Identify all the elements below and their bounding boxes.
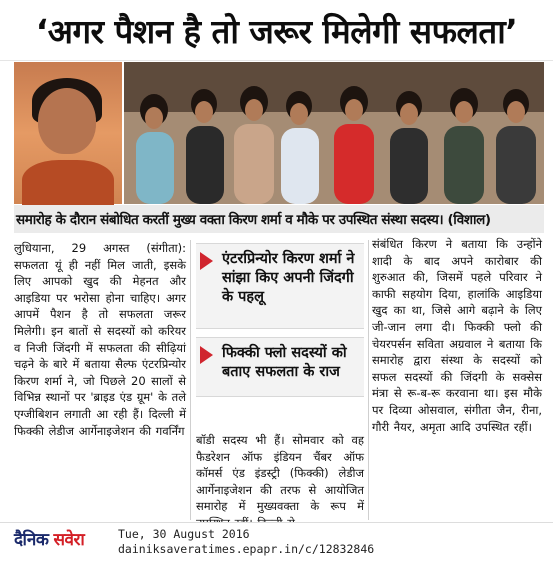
article-column-3-text: संबंधित किरण ने बताया कि उन्होंने शादी के बाद अपने कारोबार की शुरुआत की, जिसमें पहले परिवार ने काफी सहयोग दिया, हालांकि आइडिया खुद का था, जिसे आगे बढ़ाने के लिए जी-जान लगा दी। फिक्की फ्लो की चेयरपर्सन सविता अग्रवाल ने बताया कि समारोह द्वारा संस्था के सदस्यों को सफल सदस्यों की जिंदगी के सक्सेस मंत्रा से रू-ब-रू करवाना था। इस मौके पर दिव्या ओसवाल, संगीता जैन, रीना, गौरी नैयर, अमृता आदि उपस्थित रहीं। bbox=[372, 237, 542, 434]
arrow-icon bbox=[200, 252, 213, 270]
speaker-photo bbox=[14, 62, 124, 204]
footer bbox=[0, 522, 553, 562]
column-divider bbox=[190, 240, 191, 520]
article-column-1-text: लुधियाना, 29 अगस्त (संगीता): सफलता यूं ही नहीं मिल जाती, इसके लिए आपको खुद की मेहनत और आइडिया पर भरोसा होना चाहिए। अगर आपमें पैशन है तो सफलता जरूर मिलेगी। इन बातों से सदस्यों को करियर व निजी जिंदगी में सफलता की सीढ़ियां चढ़ने के बारे में बताया सैल्फ एंटरप्रिन्योर किरण शर्मा ने, जो पिछले 20 सालों से विभिन्न स्थानों पर 'ब्राइड एंड ग्रूम' के तले एग्जीबिशन लगाती आ रही हैं। दिल्ली में फिक्की लेडीज आर्गेनाइजेशन की गवर्निंग bbox=[14, 241, 186, 438]
highlight-text-1: एंटरप्रिन्योर किरण शर्मा ने सांझा किए अपनी जिंदगी के पहलू bbox=[222, 251, 355, 305]
logo-word-2: सवेरा bbox=[53, 530, 85, 550]
article-column-1 bbox=[14, 240, 186, 520]
column-divider bbox=[368, 240, 369, 520]
newspaper-logo bbox=[14, 527, 106, 557]
article-column-2 bbox=[196, 432, 364, 520]
arrow-icon bbox=[200, 346, 213, 364]
epaper-link[interactable]: dainiksaveratimes.epapr.in/c/12832846 bbox=[118, 542, 375, 556]
publish-date: Tue, 30 August 2016 bbox=[118, 527, 250, 541]
logo-word-1: दैनिक bbox=[14, 530, 49, 550]
event-photo bbox=[14, 62, 542, 204]
article-column-3 bbox=[372, 236, 542, 520]
highlight-box-2 bbox=[196, 337, 364, 397]
article-column-2-text: बॉडी सदस्य भी हैं। सोमवार को वह फैडरेशन ऑफ इंडियन चैंबर ऑफ कॉमर्स एंड इंडस्ट्री (फिक्की) लेडीज आर्गेनाइजेशन की तरफ से आयोजित समारोह में मुख्यवक्ता के रूप में bbox=[196, 433, 364, 514]
highlight-text-2: फिक्की फ्लो सदस्यों को बताए सफलता के राज bbox=[222, 345, 347, 380]
photo-caption: समारोह के दौरान संबोधित करतीं मुख्य वक्ता किरण शर्मा व मौके पर उपस्थित संस्था सदस्य। (विशाल) bbox=[14, 205, 544, 233]
audience-photo bbox=[124, 62, 544, 204]
headline: ‘अगर पैशन है तो जरूर मिलेगी सफलता’ bbox=[0, 0, 553, 61]
highlight-box-1 bbox=[196, 243, 364, 329]
footer-meta bbox=[118, 527, 374, 557]
